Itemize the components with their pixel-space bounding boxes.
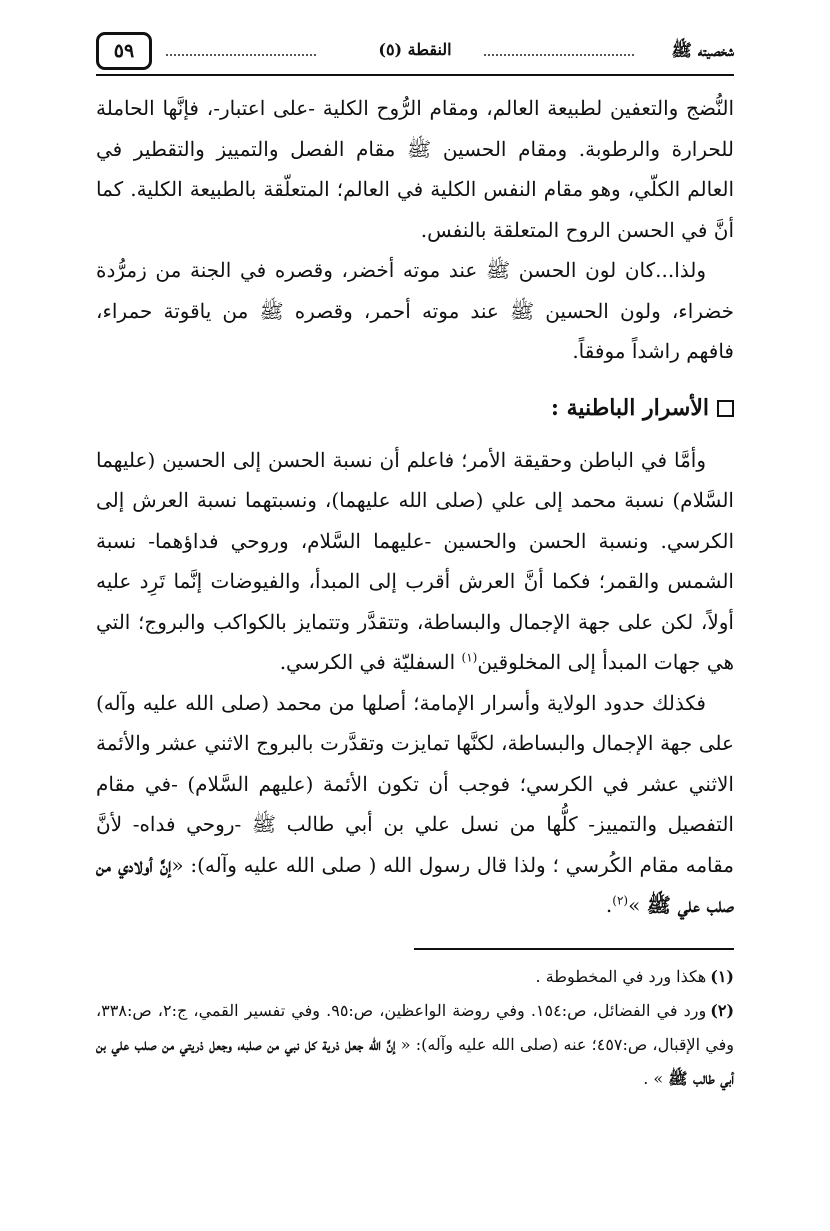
footnote-text: ورد في الفضائل، ص:١٥٤. وفي روضة الواعظين، ص:٩٥. وفي تفسير القمي، ج:٢، ص:٣٣٨، وفي الإقبال، ص:٤٥٧؛ عنه (صلى الله عليه وآله): « [96, 1000, 735, 1054]
paragraph-text: السفليّة في الكرسي. [279, 650, 462, 674]
paragraph: ولذا...كان لون الحسن ﷺ عند موته أخضر، وقصره في الجنة من زمرُّدة خضراء، ولون الحسين ﷺ عند موته أحمر، وقصره ﷺ من ياقوتة حمراء، فافهم راشداً موفقاً. [96, 258, 734, 363]
page-header [96, 30, 734, 76]
main-text [96, 88, 734, 926]
footnote-end: » . [643, 1068, 669, 1088]
page-number: ٥٩ [96, 32, 152, 70]
paragraph: النُّضج والتعفين لطبيعة العالم، ومقام الرُّوح الكلية -على اعتبار-، فإنَّها الحاملة للحرارة والرطوبة. ومقام الحسين ﷺ مقام الفصل والتمييز والتقطير في العالم الكلّي، وهو مقام النفس الكلية في العالم؛ المتعلّقة بالطبيعة الكلية. كما أنَّ في الحسن الروح المتعلقة بالنفس. [96, 96, 734, 242]
footnote-number: (١) [710, 966, 734, 986]
header-dotted-leader [484, 54, 634, 56]
footnotes [96, 960, 734, 1096]
paragraph-end: . [605, 893, 613, 917]
book-page [96, 30, 734, 1096]
square-bullet-icon [717, 400, 734, 417]
footnote-ref: (٢) [612, 893, 629, 908]
header-dotted-leader [166, 54, 316, 56]
heading-text: الأسرار الباطنية : [550, 394, 709, 421]
section-heading [96, 388, 734, 428]
footnote-number: (٢) [710, 1000, 735, 1020]
running-title: شخصيته ﷺ [671, 41, 734, 61]
footnote [96, 994, 734, 1096]
hadith-quote: إنَّ أولادي من صلب علي ﷺ [96, 852, 734, 917]
footnote-text: هكذا ورد في المخطوطة . [535, 966, 707, 986]
footnote-separator [414, 948, 734, 950]
footnote-quote: إنَّ الله جعل ذرية كل نبي من صلبه، وجعل ذريتي من صلب علي بن أبي طالب ﷺ [96, 1034, 734, 1088]
paragraph-text: فكذلك حدود الولاية وأسرار الإمامة؛ أصلها من محمد (صلى الله عليه وآله) على جهة الإجمال والبساطة، لكنَّها تمايزت وتقدَّرت بالبروج الاثني عشر والأئمة الاثني عشر في الكرسي؛ فوجب أن تكون الأئمة (عليهم السَّلام) -في مقام التفصيل والتمييز- كلُّها من نسل علي بن أبي طالب ﷺ -روحي فداه- لأنَّ مقامه مقام الكُرسي ؛ ولذا قال رسول الله ( صلى الله عليه وآله): « [96, 690, 734, 877]
paragraph [96, 683, 734, 926]
section-title: النقطة (٥) [378, 40, 452, 59]
footnote [96, 960, 734, 994]
paragraph [96, 440, 734, 683]
quote-close: » [628, 893, 647, 917]
paragraph-text: وأمَّا في الباطن وحقيقة الأمر؛ فاعلم أن نسبة الحسن إلى الحسين (عليهما السَّلام) نسبة محمد إلى علي (صلى الله عليهما)، ونسبتهما نسبة العرش إلى الكرسي. ونسبة الحسن والحسين -عليهما السَّلام، وروحي فداؤهما- نسبة الشمس والقمر؛ فكما أنَّ العرش أقرب إلى المبدأ، والفيوضات إنَّما تَرِد عليه أولاً، لكن على جهة الإجمال والبساطة، وتتقدَّر وتتمايز بالكواكب والبروج؛ التي هي جهات المبدأ إلى المخلوقين [96, 447, 734, 674]
footnote-ref: (١) [461, 650, 478, 665]
